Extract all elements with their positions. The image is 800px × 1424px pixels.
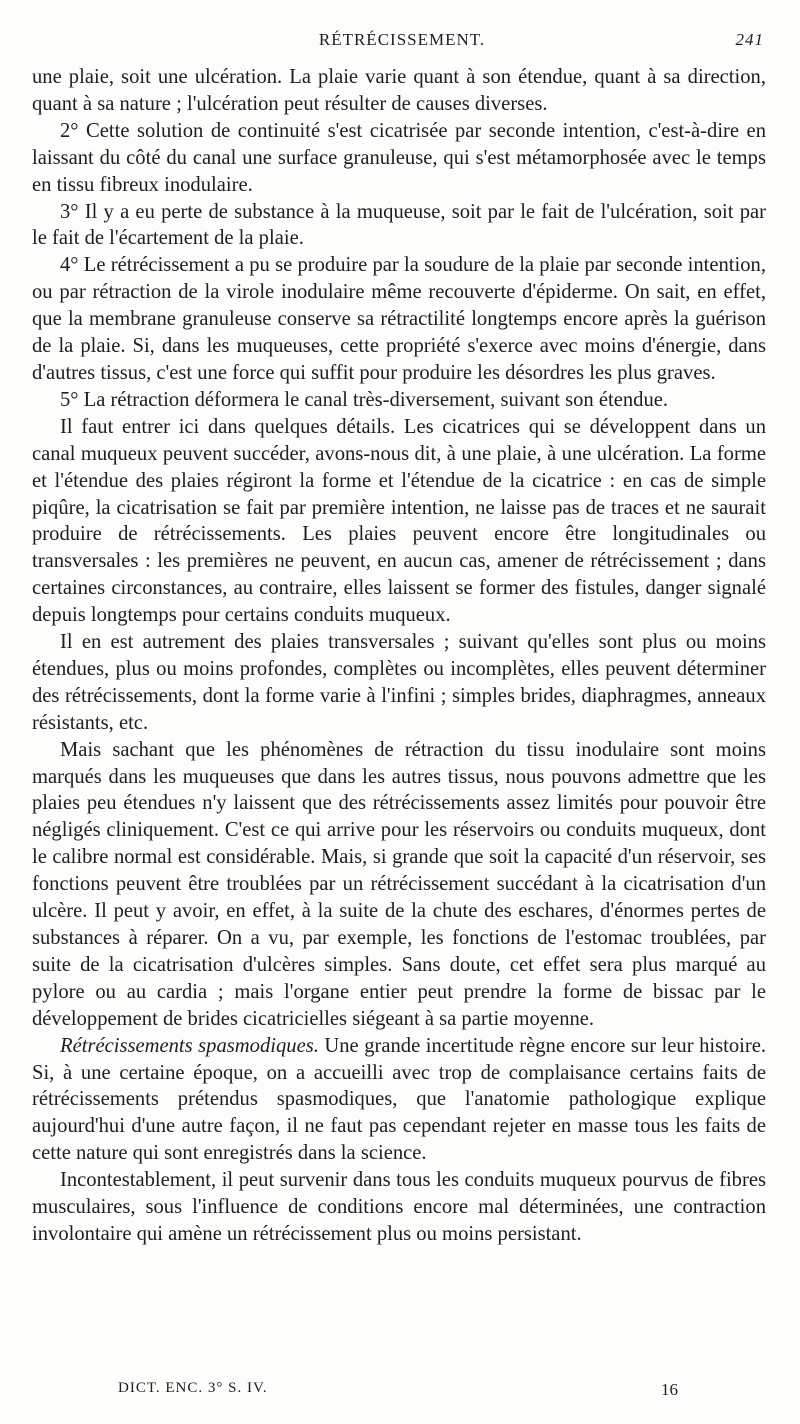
paragraph: Il faut entrer ici dans quelques détails. Les cicatrices qui se développent dans un canal muqueux peuvent succéder, avons-nous dit, à une plaie, à une ulcération. La forme et l'étendue des plaies régiront la forme et l'étendue de la cicatrice : en cas de simple piqûre, la cicatrisation se fait par première intention, ne laisse pas de traces et ne saurait produire de rétrécissements. Les plaies peuvent encore être longitudinales ou transversales : les premières ne peuvent, en aucun cas, amener de rétrécissement ; dans certaines circonstances, au contraire, elles laissent se former des fistules, danger signalé depuis longtemps pour certains conduits muqueux. [32, 415, 766, 627]
paragraph: Il en est autrement des plaies transversales ; suivant qu'elles sont plus ou moins étendues, plus ou moins profondes, complètes ou incomplètes, elles peuvent déterminer des rétrécissements, dont la forme varie à l'infini ; simples brides, diaphragmes, anneaux résistants, etc. [32, 631, 766, 734]
section-heading: Rétrécissements spasmodiques. [60, 1034, 319, 1057]
sheet-number: 16 [661, 1380, 678, 1399]
paragraph: 2° Cette solution de continuité s'est cicatrisée par seconde intention, c'est-à-dire en laissant du côté du canal une surface granuleuse, qui s'est métamorphosée avec le temps en tissu fibreux inodulaire. [32, 119, 766, 196]
paragraph: 3° Il y a eu perte de substance à la muqueuse, soit par le fait de l'ulcération, soit par le fait de l'écartement de la plaie. [32, 200, 766, 250]
paragraph: Mais sachant que les phénomènes de rétraction du tissu inodulaire sont moins marqués dans les muqueuses que dans les autres tissus, nous pouvons admettre que les plaies peu étendues n'y laissent que des rétrécissements assez limités pour pouvoir être négligés cliniquement. C'est ce qui arrive pour les réservoirs ou conduits muqueux, dont le calibre normal est considérable. Mais, si grande que soit la capacité d'un réservoir, ses fonctions peuvent être troublées par un rétrécissement succédant à la cicatrisation d'un ulcère. Il peut y avoir, en effet, à la suite de la chute des eschares, d'énormes pertes de substances à réparer. On a vu, par exemple, les fonctions de l'estomac troublées, par suite de la cicatrisation d'ulcères simples. Sans doute, cet effet sera plus marqué au pylore ou au cardia ; mais l'organe entier peut prendre la forme de bissac par le développement de brides cicatricielles siégeant à sa partie moyenne. [32, 738, 766, 1030]
paragraph: Incontestablement, il peut survenir dans tous les conduits muqueux pourvus de fibres musculaires, sous l'influence de conditions encore mal déterminées, une contraction involontaire qui amène un rétrécissement plus ou moins persistant. [32, 1169, 766, 1245]
body-text [32, 64, 766, 1248]
spasmodic-paragraph [32, 1033, 766, 1168]
paragraph: 4° Le rétrécissement a pu se produire par la soudure de la plaie par seconde intention, ou par rétraction de la virole inodulaire même recouverte d'épiderme. On sait, en effet, que la membrane granuleuse conserve sa rétractilité longtemps encore après la guérison de la plaie. Si, dans les muqueuses, cette propriété s'exerce avec moins d'énergie, dans d'autres tissus, c'est une force qui suffit pour produire les désordres les plus graves. [32, 254, 766, 384]
printer-signature: DICT. ENC. 3° S. IV. [118, 1380, 268, 1396]
page-footer [118, 1380, 700, 1404]
running-title: RÉTRÉCISSEMENT. [318, 30, 486, 49]
running-header [34, 30, 770, 56]
paragraph-text: Une grande incertitude règne encore sur leur histoire. Si, à une certaine époque, on a accueilli avec trop de complaisance certains faits de rétrécissements prétendus spasmodiques, que l'anatomie pathologique explique aujourd'hui d'une autre façon, il ne faut pas cependant rejeter en masse tous les faits de cette nature qui sont enregistrés dans la science. [32, 1034, 766, 1165]
paragraph: 5° La rétraction déformera le canal très-diversement, suivant son étendue. [60, 388, 669, 411]
paragraph: une plaie, soit une ulcération. La plaie varie quant à son étendue, quant à sa direction, quant à sa nature ; l'ulcération peut résulter de causes diverses. [32, 66, 766, 115]
page-number: 241 [735, 30, 764, 49]
